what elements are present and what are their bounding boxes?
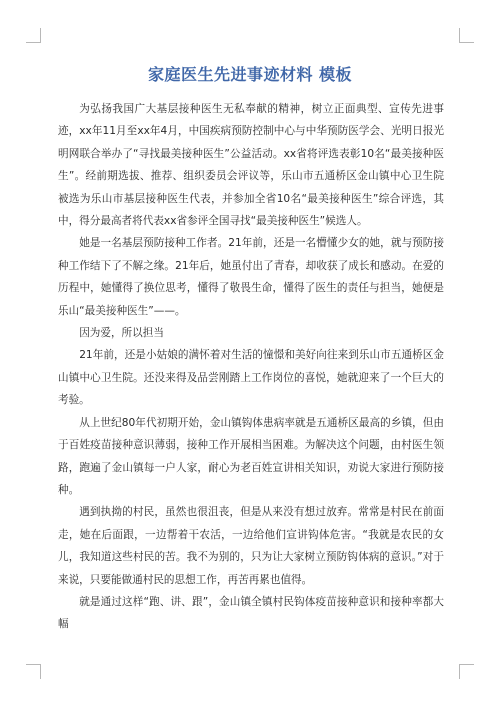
paragraph-intro: 为弘扬我国广大基层接种医生无私奉献的精神，树立正面典型、宣传先进事迹，xx年11月至xx年4月，中国疾病预防控制中心与中华预防医学会、光明日报光明网联合举办了“寻找最美接种医生”公益活动。xx省将评选表彰10名“最美接种医生”。经前期选拔、推荐、组织委员会评议等，乐山市五通桥区金山镇中心卫生院被选为乐山市基层接种医生代表，并参加全省10名“最美接种医生”综合评选，其中，得分最高者将代表xx省参评全国寻找“最美接种医生”候选人。 — [58, 103, 444, 228]
paragraph-profile: 她是一名基层预防接种工作者。21年前，还是一名懵懂少女的她，就与预防接种工作结下了不解之缘。21年后，她虽付出了青春，却收获了成长和感动。在爱的历程中，她懂得了换位思考，懂得了敬畏生命，懂得了医生的责任与担当，她便是乐山“最美接种医生”——。 — [58, 237, 444, 317]
document-body — [58, 98, 444, 636]
paragraph-arrival: 21年前，还是小姑娘的满怀着对生活的憧憬和美好向往来到乐山市五通桥区金山镇中心卫生院。还没来得及品尝刚踏上工作岗位的喜悦，她就迎来了一个巨大的考验。 — [58, 349, 444, 407]
section-heading: 因为爱，所以担当 — [79, 327, 164, 340]
crop-mark-bottom-left — [26, 664, 41, 679]
crop-mark-top-left — [26, 28, 41, 43]
crop-mark-bottom-right — [459, 664, 474, 679]
crop-mark-top-right — [459, 28, 474, 43]
document-title: 家庭医生先进事迹材料 模板 — [147, 65, 353, 84]
paragraph-result: 就是通过这样“跑、讲、跟”，金山镇全镇村民钩体疫苗接种意识和接种率都大幅 — [58, 595, 444, 631]
paragraph-persistence: 遇到执拗的村民，虽然也很沮丧，但是从来没有想过放弃。常常是村民在前面走，她在后面跟，一边帮着干农活，一边给他们宣讲钩体危害。“我就是农民的女儿，我知道这些村民的苦。我不为别的，只为让大家树立预防钩体病的意识。”对于来说，只要能做通村民的思想工作，再苦再累也值得。 — [58, 506, 444, 586]
paragraph-challenge: 从上世纪80年代初期开始，金山镇钩体患病率就是五通桥区最高的乡镇，但由于百姓疫苗接种意识薄弱，接种工作开展相当困难。为解决这个问题，由村医生领路，跑遍了金山镇每一户人家，耐心为老百姓宣讲相关知识，劝说大家进行预防接种。 — [58, 416, 444, 496]
